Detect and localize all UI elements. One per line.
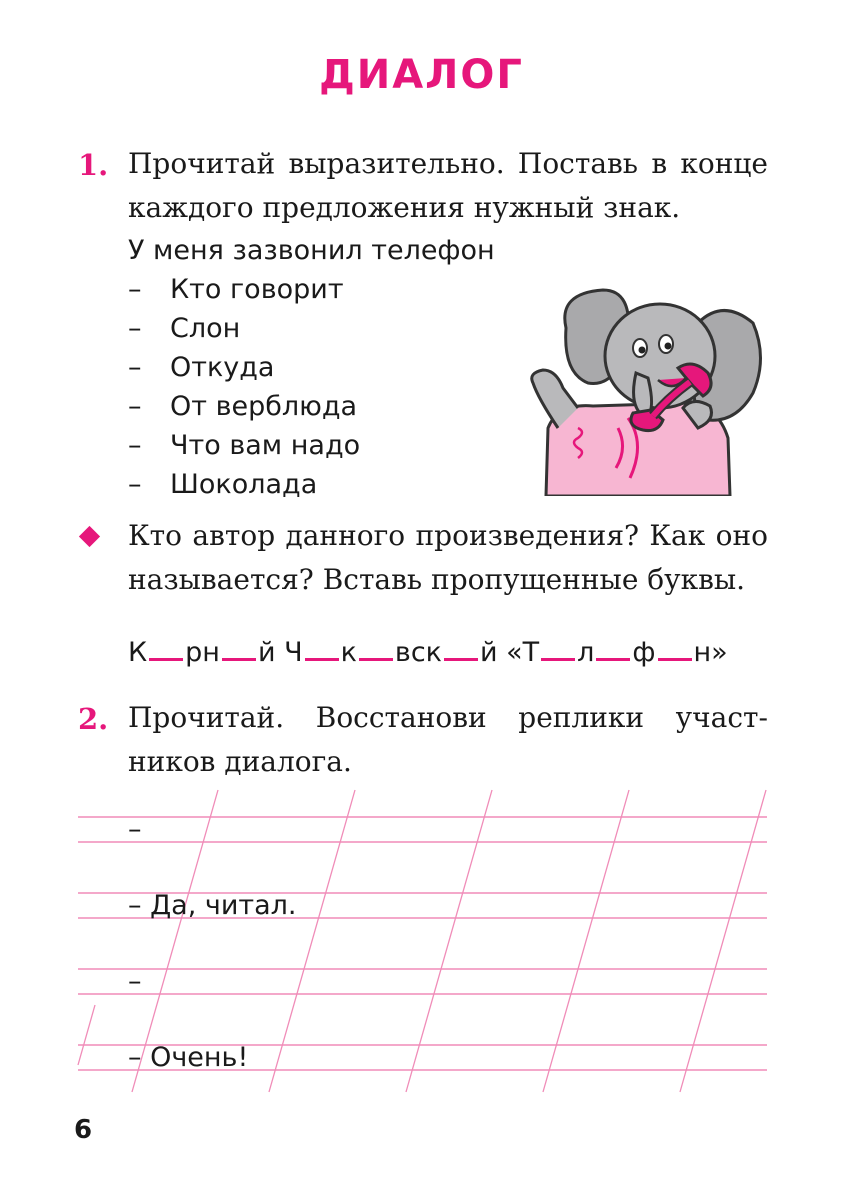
- fill-part: й Ч: [257, 637, 303, 668]
- dialog-reply-3: –: [128, 966, 142, 997]
- poem-line-text: Что вам надо: [170, 430, 361, 461]
- poem-line-text: Откуда: [170, 352, 275, 383]
- dash: –: [128, 352, 142, 383]
- poem-line-text: Кто говорит: [170, 274, 344, 305]
- dash: –: [128, 391, 142, 422]
- dialog-reply-2: – Да, читал.: [128, 890, 297, 921]
- poem-line-1: У меня зазвонил телефон: [128, 235, 495, 266]
- poem-line-text: От верблюда: [170, 391, 358, 422]
- fill-part: к: [340, 637, 357, 668]
- dash: –: [128, 274, 142, 305]
- poem-line-text: Слон: [170, 313, 241, 344]
- task-1-text: Прочитай выразительно. Поставь в конце каждого предложения нужный знак.: [128, 147, 768, 224]
- task-2-number: 2.: [78, 702, 109, 736]
- dash: –: [128, 430, 142, 461]
- dialog-reply-1: –: [128, 814, 142, 845]
- fill-part: ф: [632, 637, 656, 668]
- dialog-reply-4: – Очень!: [128, 1042, 249, 1073]
- poem-line-text: Шоколада: [170, 469, 318, 500]
- fill-part: й «Т: [480, 637, 540, 668]
- task-1-number: 1.: [78, 148, 109, 182]
- dash: –: [128, 313, 142, 344]
- fill-part: К: [128, 637, 148, 668]
- page-title: ДИАЛОГ: [319, 52, 524, 98]
- fill-part: н»: [693, 637, 728, 668]
- page-number: 6: [74, 1115, 93, 1145]
- fill-part: рн: [185, 637, 220, 668]
- fill-part: л: [577, 637, 595, 668]
- subtask-question: Кто автор данного произведения? Как оно называется? Вставь пропущенные буквы.: [128, 519, 768, 596]
- fill-part: вск: [394, 637, 442, 668]
- task-2-text: Прочитай. Восстанови реплики участников диалога.: [128, 701, 768, 778]
- dash: –: [128, 469, 142, 500]
